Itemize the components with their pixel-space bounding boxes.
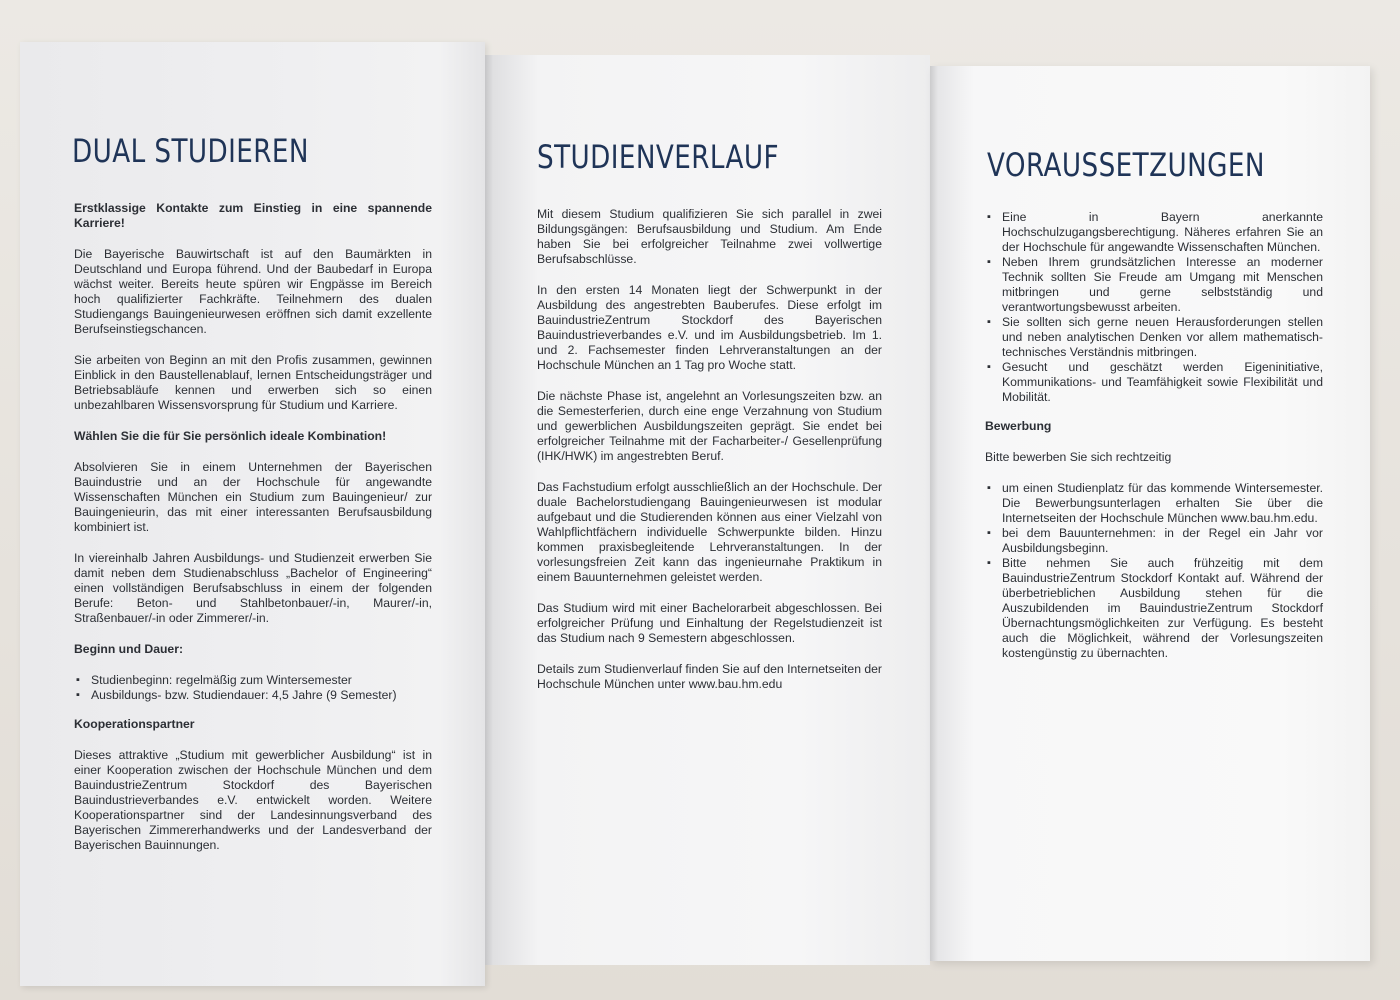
list-item: ▪ Ausbildungs- bzw. Studiendauer: 4,5 Jahre (9 Semester) xyxy=(74,688,432,703)
list-item: ▪ Bitte nehmen Sie auch frühzeitig mit dem BauindustrieZentrum Stockdorf Kontakt auf. Während der überbetrieblichen Ausbildung stehen für die Auszubildenden im BauindustrieZentrum Stockdorf Übernachtungsmöglichkeiten zur Verfügung. Es besteht auch die Möglichkeit, während der Vorlesungszeiten kostengünstig zu übernachten. xyxy=(985,556,1323,661)
paragraph-profis: Sie arbeiten von Beginn an mit den Profis zusammen, gewinnen Einblick in den Baustellenablauf, lernen Entscheidungsträger und Betriebsabläufe kennen und erwerben sich so einen unbezahlbaren Wissensvorsprung für Studium und Karriere. xyxy=(74,353,432,412)
left-panel-text xyxy=(74,201,432,869)
list-item: ▪ Sie sollten sich gerne neuen Herausforderungen stellen und neben analytischen Denken vor allem mathematisch-technisches Verständnis mitbringen. xyxy=(985,315,1323,360)
bewerbung-list xyxy=(985,481,1323,661)
paragraph-fachstudium: Das Fachstudium erfolgt ausschließlich an der Hochschule. Der duale Bachelorstudiengang Bauingenieurwesen ist modular aufgebaut und die Studierenden können aus einer Vielzahl von Wahlpflichtfächern individuelle Schwerpunkte bilden. Hinzu kommen praxisbegleitende Lehrveranstaltungen. In der vorlesungsfreien Zeit kann das ingenieurnahe Praktikum in einem Bauunternehmen geleistet werden. xyxy=(537,480,882,584)
middle-panel-text xyxy=(537,207,882,708)
paragraph-details: Details zum Studienverlauf finden Sie auf den Internetseiten der Hochschule München unter www.bau.hm.edu xyxy=(537,662,882,691)
middle-panel xyxy=(485,55,930,965)
kombination-bold: Wählen Sie die für Sie persönlich ideale Kombination! xyxy=(74,429,387,443)
paragraph-bauwirtschaft: Die Bayerische Bauwirtschaft ist auf den Baumärkten in Deutschland und Europa führend. Und der Baubedarf in Europa wächst weiter. Bereits heute spüren wir Engpässe im Bereich hoch qualifizierter Fachkräfte. Teilnehmern des dualen Studiengangs Bauingenieurwesen eröffnen sich damit exzellente Berufseinstiegschancen. xyxy=(74,247,432,336)
paragraph-naechste-phase: Die nächste Phase ist, angelehnt an Vorlesungszeiten bzw. an die Semesterferien, durch eine enge Verzahnung von Studium und gewerblichen Ausbildungszeiten geprägt. Sie endet bei erfolgreicher Teilnahme mit der Facharbeiter-/ Gesellenprüfung (IHK/HWK) im angestrebten Beruf. xyxy=(537,389,882,463)
fold-shadow xyxy=(485,55,493,965)
paragraph-kooperation: Dieses attraktive „Studium mit gewerblicher Ausbildung“ ist in einer Kooperation zwischen der Hochschule München und dem BauindustrieZentrum Stockdorf des Bayerischen Bauindustrieverbandes e.V. entwickelt worden. Weitere Kooperationspartner sind der Landesinnungsverband des Bayerischen Zimmererhandwerks und der Landesverband der Bayerischen Bauinnungen. xyxy=(74,748,432,852)
beginn-list xyxy=(74,673,432,703)
list-item: ▪ Studienbeginn: regelmäßig zum Wintersemester xyxy=(74,673,432,688)
page-title-voraussetzungen: VORAUSSETZUNGEN xyxy=(987,146,1265,184)
paragraph-14-monate: In den ersten 14 Monaten liegt der Schwerpunkt in der Ausbildung des angestrebten Bauberufes. Diese erfolgt im BauindustrieZentrum Stockdorf des Bayerischen Bauindustrieverbandes e.V. und im Ausbildungsbetrieb. Im 1. und 2. Fachsemester finden Lehrveranstaltungen an der Hochschule München an 1 Tag pro Woche statt. xyxy=(537,283,882,372)
bewerbung-heading: Bewerbung xyxy=(985,419,1052,433)
paragraph-bachelorarbeit: Das Studium wird mit einer Bachelorarbeit abgeschlossen. Bei erfolgreicher Prüfung und Einhaltung der Regelstudienzeit ist das Studium nach 9 Semestern abgeschlossen. xyxy=(537,601,882,645)
right-panel-text xyxy=(985,210,1323,675)
beginn-heading: Beginn und Dauer: xyxy=(74,642,184,656)
paragraph-absolvieren: Absolvieren Sie in einem Unternehmen der Bayerischen Bauindustrie und an der Hochschule für angewandte Wissenschaften München ein Studium zum Bauingenieur/ zur Bauingenieurin, das mit einer interessanten Berufsausbildung kombiniert ist. xyxy=(74,460,432,534)
list-item: ▪ um einen Studienplatz für das kommende Wintersemester. Die Bewerbungsunterlagen erhalten Sie über die Internetseiten der Hochschule München www.bau.hm.edu. xyxy=(985,481,1323,526)
list-item: ▪ Gesucht und geschätzt werden Eigeninitiative, Kommunikations- und Teamfähigkeit sowie Flexibilität und Mobilität. xyxy=(985,360,1323,405)
page-title-studienverlauf: STUDIENVERLAUF xyxy=(537,138,780,176)
left-panel xyxy=(20,42,485,986)
intro-bold: Erstklassige Kontakte zum Einstieg in eine spannende Karriere! xyxy=(74,201,432,230)
koop-heading: Kooperationspartner xyxy=(74,717,195,731)
list-item: ▪ Neben Ihrem grundsätzlichen Interesse an moderner Technik sollten Sie Freude am Umgang mit Menschen mitbringen und gerne selbstständig und verantwortungsbewusst arbeiten. xyxy=(985,255,1323,315)
list-item: ▪ bei dem Bauunternehmen: in der Regel ein Jahr vor Ausbildungsbeginn. xyxy=(985,526,1323,556)
fold-shadow xyxy=(930,66,938,961)
paragraph-viereinhalb: In viereinhalb Jahren Ausbildungs- und Studienzeit erwerben Sie damit neben dem Studienabschluss „Bachelor of Engineering“ einen vollständigen Berufsabschluss in einem der folgenden Berufe: Beton- und Stahlbetonbauer/-in, Maurer/-in, Straßenbauer/-in oder Zimmerer/-in. xyxy=(74,551,432,625)
right-panel xyxy=(930,66,1370,961)
bewerbung-intro: Bitte bewerben Sie sich rechtzeitig xyxy=(985,450,1172,464)
paragraph-qualifizieren: Mit diesem Studium qualifizieren Sie sich parallel in zwei Bildungsgängen: Berufsausbildung und Studium. Am Ende haben Sie bei erfolgreicher Teilnahme zwei vollwertige Berufsabschlüsse. xyxy=(537,207,882,266)
page-title-dual-studieren: DUAL STUDIEREN xyxy=(72,132,309,170)
list-item: ▪ Eine in Bayern anerkannte Hochschulzugangsberechtigung. Näheres erfahren Sie an der Hochschule für angewandte Wissenschaften München. xyxy=(985,210,1323,255)
requirements-list xyxy=(985,210,1323,405)
